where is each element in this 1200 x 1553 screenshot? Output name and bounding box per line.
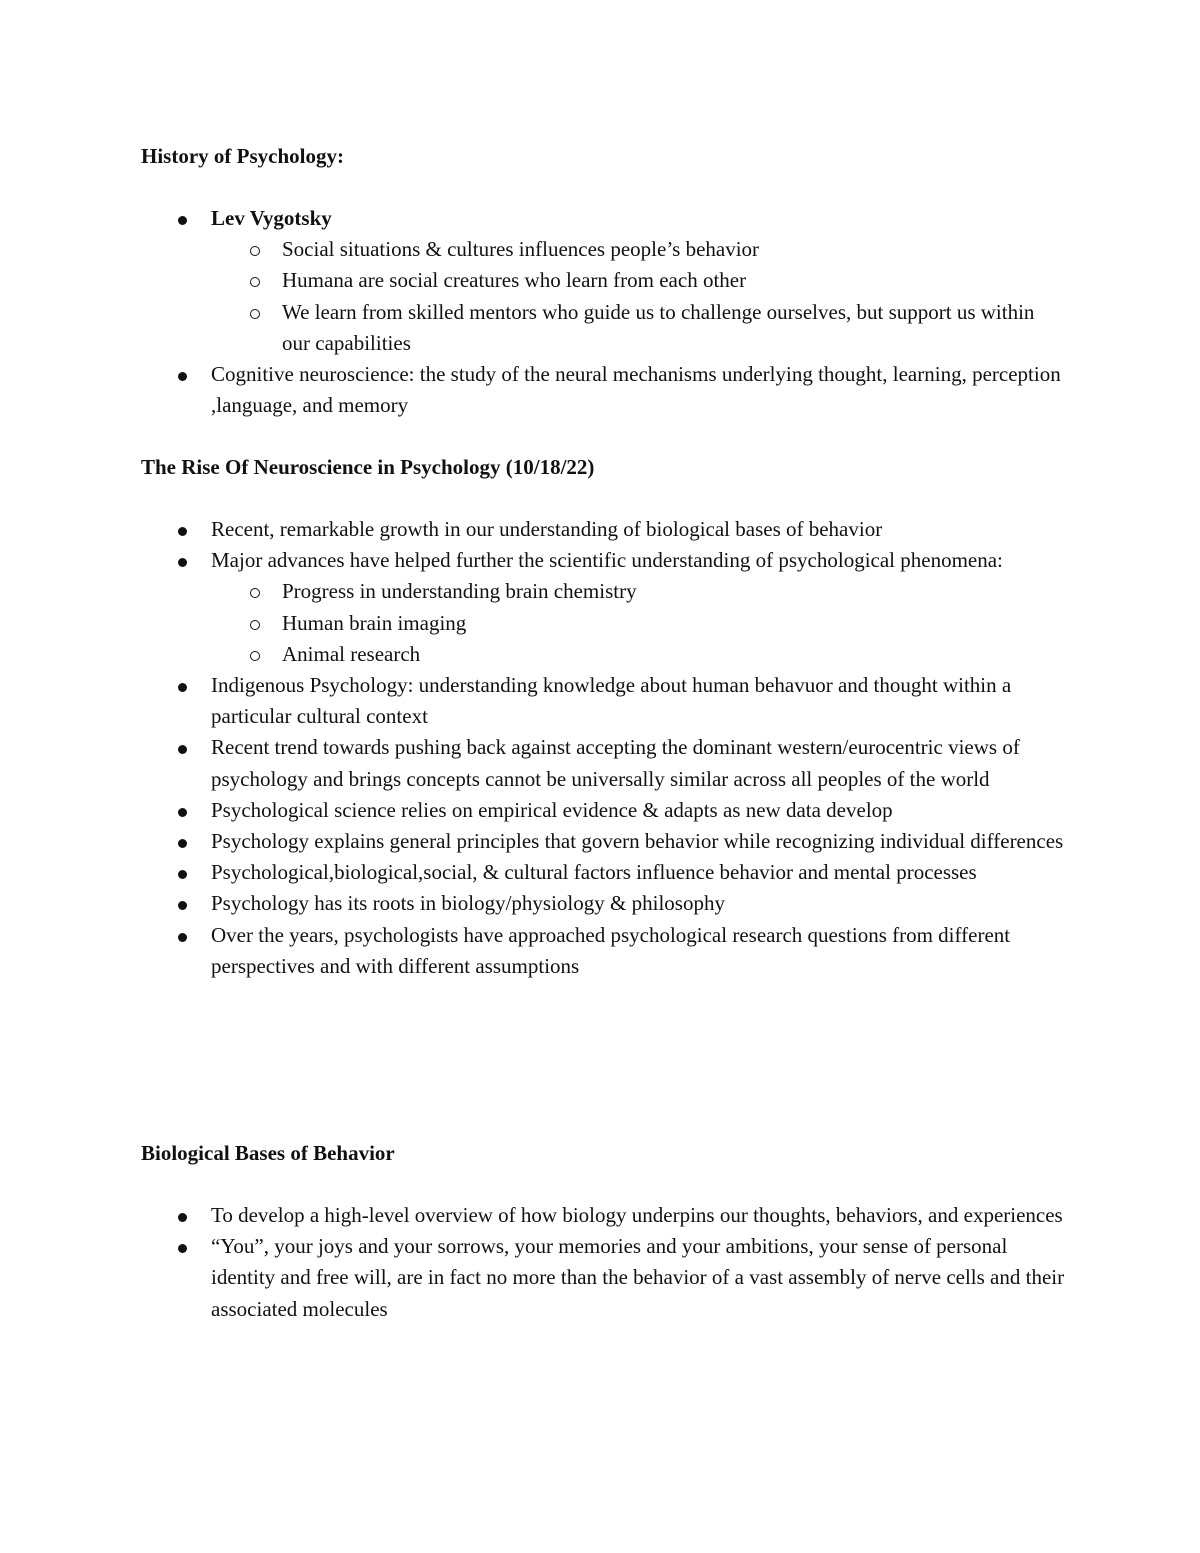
list-item	[0, 826, 1071, 857]
sub-list-item-text: Progress in understanding brain chemistry	[282, 579, 637, 604]
list-item-text: “You”, your joys and your sorrows, your memories and your ambitions, your sense of personal identity and free will, are in fact no more than the behavior of a vast assembly of nerve cells and their associated molecules	[211, 1234, 1065, 1321]
sub-list-item-text: Social situations & cultures influences people’s behavior	[282, 237, 760, 262]
list-item-text: Lev Vygotsky	[211, 206, 332, 230]
sub-list-item-text: Human brain imaging	[282, 610, 467, 635]
bullet-icon	[178, 216, 187, 225]
list-item	[0, 888, 1071, 919]
sub-list	[211, 234, 1071, 359]
bullet-icon	[178, 372, 187, 381]
list-item	[0, 545, 1071, 670]
list-item	[0, 203, 1071, 359]
hollow-bullet-icon	[250, 588, 260, 598]
section-heading-biological-bases: Biological Bases of Behavior	[141, 1141, 395, 1165]
list-item-text: Psychological science relies on empirical evidence & adapts as new data develop	[211, 797, 893, 822]
list-item-text: Recent trend towards pushing back against accepting the dominant western/eurocentric views of psychology and brings concepts cannot be universally similar across all peoples of the world	[211, 735, 1020, 791]
list-item-text: Over the years, psychologists have approached psychological research questions from different perspectives and with different assumptions	[211, 922, 1011, 978]
list-item-text: To develop a high-level overview of how biology underpins our thoughts, behaviors, and experiences	[211, 1203, 1063, 1227]
list-item-text: Recent, remarkable growth in our understanding of biological bases of behavior	[211, 517, 883, 541]
bullet-icon	[178, 1213, 187, 1222]
list-item	[0, 359, 1071, 421]
hollow-bullet-icon	[250, 246, 260, 256]
list-item-text: Cognitive neuroscience: the study of the neural mechanisms underlying thought, learning, perception ,language, and memory	[211, 362, 1061, 418]
sub-list-item-text: Animal research	[282, 641, 421, 666]
hollow-bullet-icon	[250, 651, 260, 661]
list-item-text: Indigenous Psychology: understanding knowledge about human behavuor and thought within a particular cultural context	[211, 673, 1012, 729]
bullet-icon	[178, 745, 187, 754]
bullet-list-neuroscience	[0, 514, 1200, 982]
sub-list-item	[0, 608, 1042, 639]
hollow-bullet-icon	[250, 309, 260, 319]
bullet-icon	[178, 683, 187, 692]
bullet-icon	[178, 933, 187, 942]
list-item	[0, 857, 1071, 888]
section-heading-history: History of Psychology:	[141, 144, 344, 168]
list-item-text: Major advances have helped further the scientific understanding of psychological phenomena:	[211, 548, 1003, 573]
section-heading-neuroscience: The Rise Of Neuroscience in Psychology (10/18/22)	[141, 455, 595, 479]
list-item-text: Psychology explains general principles that govern behavior while recognizing individual differences	[211, 829, 1064, 854]
list-item	[0, 795, 1071, 826]
bullet-icon	[178, 1244, 187, 1253]
bullet-list-biological-bases	[0, 1200, 1200, 1325]
sub-list-item-text: Humana are social creatures who learn from each other	[282, 268, 747, 293]
sub-list-item-text: We learn from skilled mentors who guide us to challenge ourselves, but support us within our capabilities	[282, 299, 1035, 355]
sub-list-item	[0, 234, 1042, 265]
bullet-icon	[178, 901, 187, 910]
bullet-icon	[178, 839, 187, 848]
hollow-bullet-icon	[250, 620, 260, 630]
sub-list-item	[0, 265, 1042, 296]
list-item	[0, 920, 1071, 982]
list-item	[0, 1231, 1071, 1325]
sub-list	[211, 576, 1071, 670]
list-item	[0, 670, 1071, 732]
list-item-text: Psychology has its roots in biology/physiology & philosophy	[211, 891, 725, 916]
hollow-bullet-icon	[250, 277, 260, 287]
sub-list-item	[0, 639, 1042, 670]
bullet-icon	[178, 808, 187, 817]
sub-list-item	[0, 576, 1042, 607]
sub-list-item	[0, 297, 1042, 359]
list-item-text: Psychological,biological,social, & cultural factors influence behavior and mental processes	[211, 860, 977, 885]
bullet-icon	[178, 527, 187, 536]
list-item	[0, 732, 1071, 794]
bullet-icon	[178, 558, 187, 567]
list-item	[0, 1200, 1071, 1231]
list-item	[0, 514, 1071, 545]
bullet-icon	[178, 870, 187, 879]
bullet-list-history	[0, 203, 1200, 421]
